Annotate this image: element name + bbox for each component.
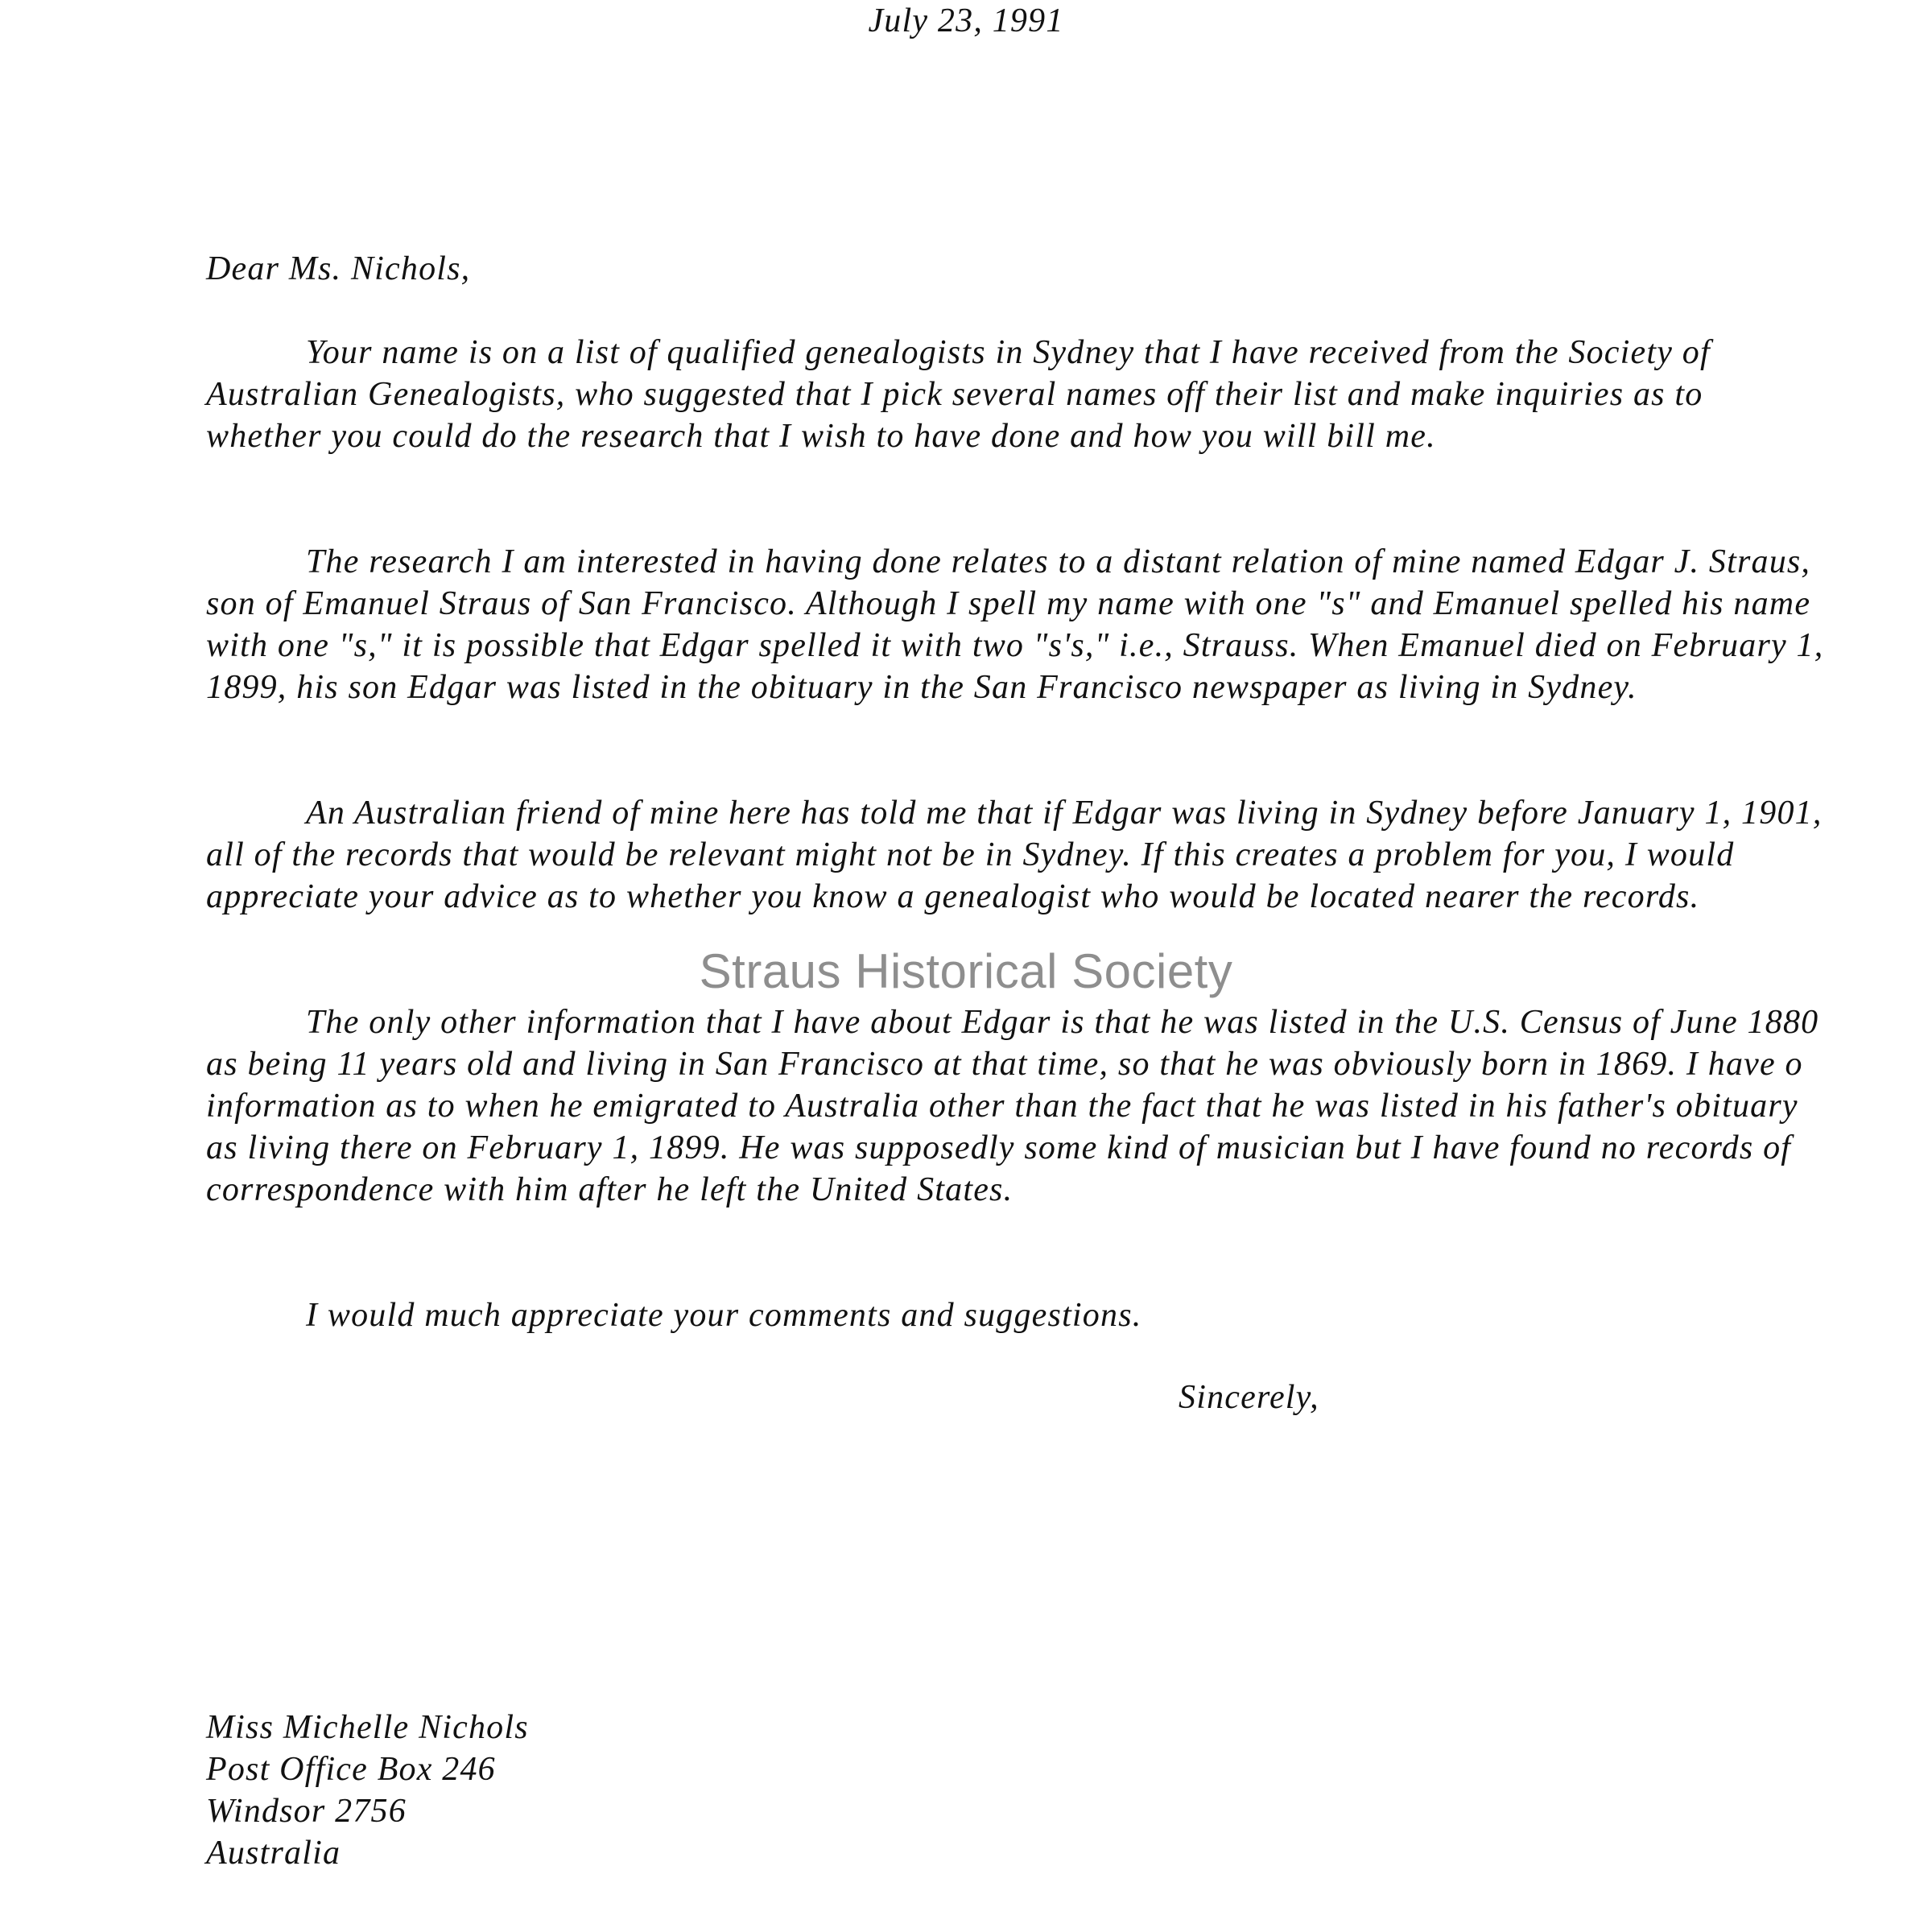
paragraph-2-text: The research I am interested in having done relates to a distant relation of mine named Edgar J. Straus, son of Emanuel Straus of San Francisco. Although I spell my name with one "s" and Emanuel spelled his name with one "s," it is possible that Edgar spelled it with two "s's," i.e., Strauss. When Emanuel died on February 1, 1899, his son Edgar was listed in the obituary in the San Francisco newspaper as living in Sydney. — [206, 543, 1824, 706]
recipient-address — [206, 1707, 529, 1874]
paragraph-2 — [206, 541, 1824, 708]
paragraph-5-text: I would much appreciate your comments and suggestions. — [306, 1297, 1142, 1334]
paragraph-1 — [206, 332, 1824, 457]
letter-date: July 23, 1991 — [868, 2, 1064, 39]
address-line-name: Miss Michelle Nichols — [206, 1709, 529, 1746]
paragraph-4-text: The only other information that I have about Edgar is that he was listed in the U.S. Census of June 1880 as being 11 years old and living in San Francisco at that time, so that he was obviously born in 1869. I have o information as to when he emigrated to Australia other than the fact that he was listed in his father's obituary as living there on February 1, 1899. He was supposedly some kind of musician but I have found no records of correspondence with him after he left the United States. — [206, 1004, 1819, 1208]
address-line-country: Australia — [206, 1835, 341, 1872]
paragraph-3-text: An Australian friend of mine here has told me that if Edgar was living in Sydney before January 1, 1901, all of the records that would be relevant might not be in Sydney. If this creates a problem for you, I would appreciate your advice as to whether you know a genealogist who would be located nearer the records. — [206, 795, 1823, 915]
paragraph-5 — [206, 1294, 1824, 1336]
closing: Sincerely, — [1179, 1379, 1319, 1416]
address-line-town: Windsor 2756 — [206, 1793, 407, 1830]
salutation: Dear Ms. Nichols, — [206, 250, 471, 287]
address-line-box: Post Office Box 246 — [206, 1751, 496, 1788]
watermark: Straus Historical Society — [699, 944, 1233, 998]
paragraph-3 — [206, 792, 1824, 918]
paragraph-1-text: Your name is on a list of qualified genealogists in Sydney that I have received from the Society of Australian Genealogists, who suggested that I pick several names off their list and make inquiries as to whether you could do the research that I wish to have done and how you will bill me. — [206, 334, 1711, 455]
paragraph-4 — [206, 1001, 1824, 1211]
